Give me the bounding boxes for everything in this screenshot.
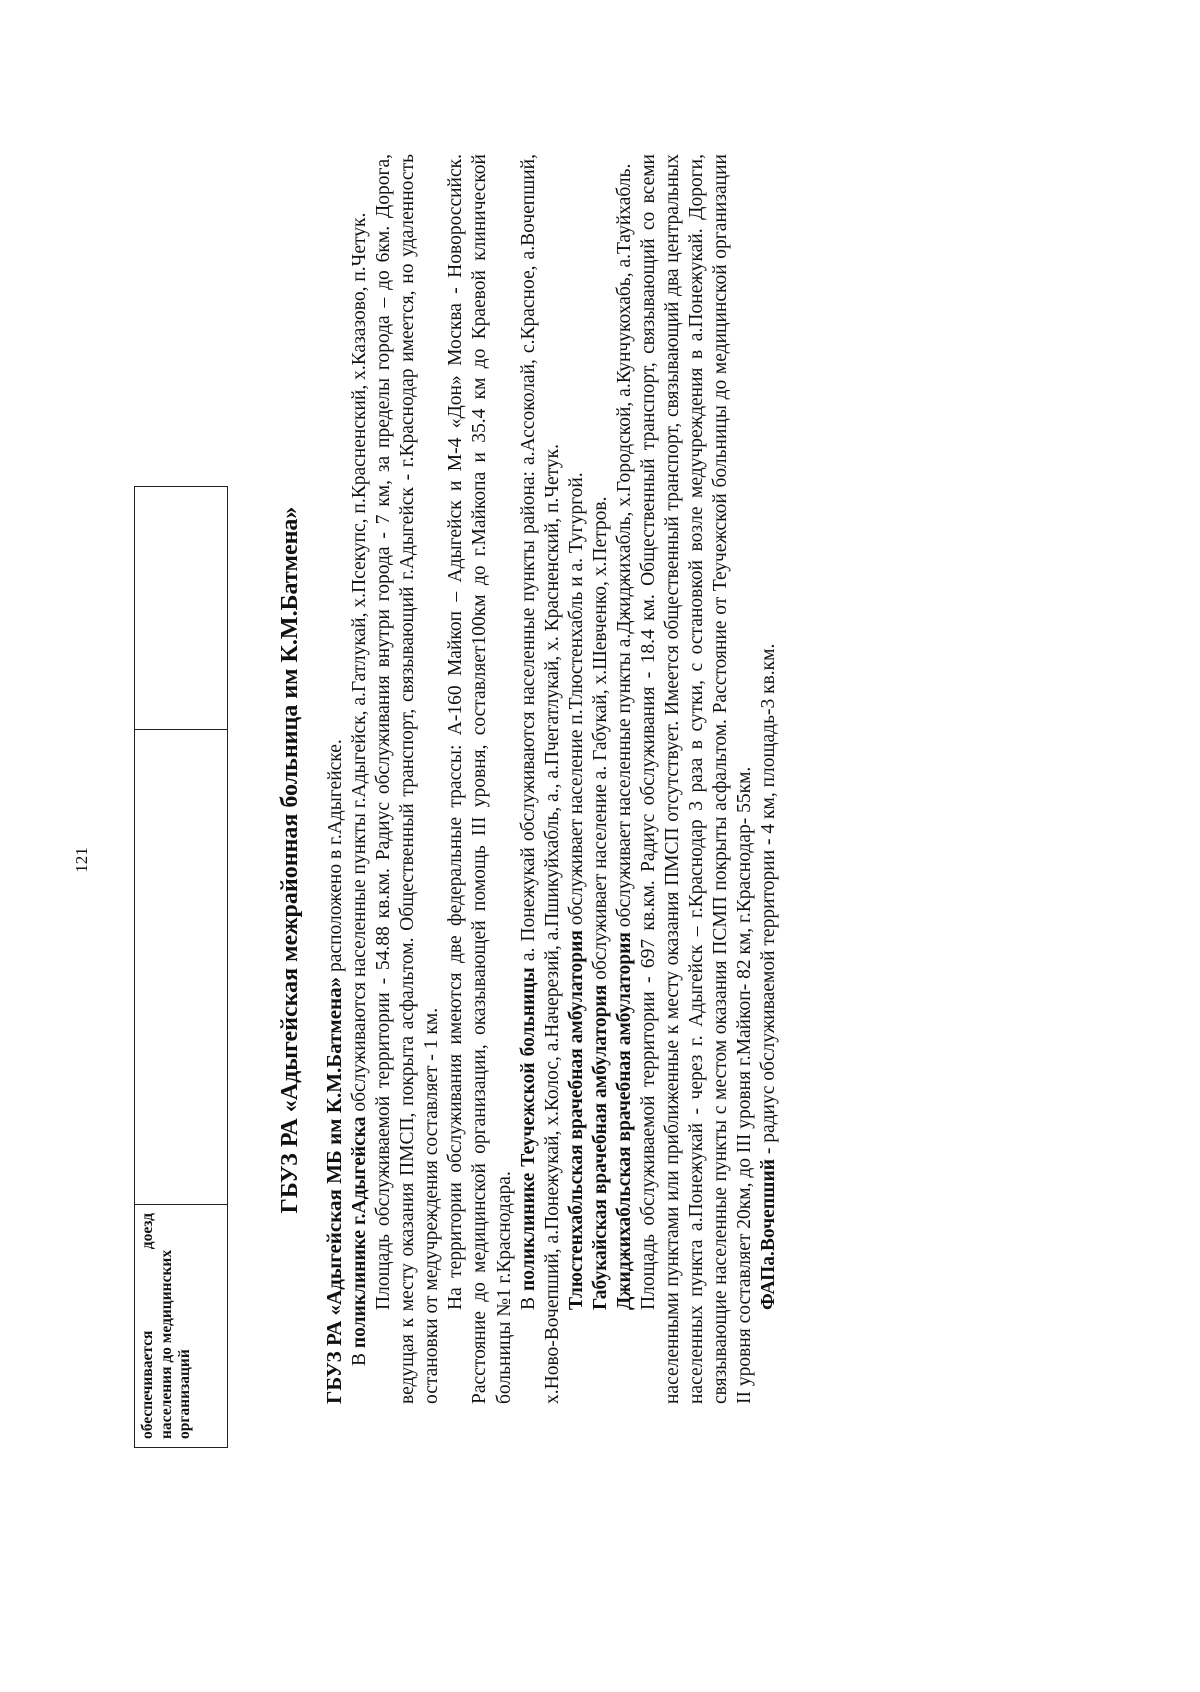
paragraph-text: - радиус обслуживаемой территории - 4 км, площадь-3 кв.км. xyxy=(758,643,780,1160)
paragraph: На территории обслуживания имеются две федеральные трассы: А-160 Майкоп – Адыгейск и М-4 «Дон» Москва - Новороссийск. Расстояние до медицинской организации, оказывающей помощь III уровня, составляет100км до г.Майкопа и 35.4 км до Краевой клинической больницы №1 г.Краснодара. xyxy=(445,154,515,1404)
bold-text: ГБУЗ РА «Адыгейская МБ им К.М.Батмена» xyxy=(322,976,346,1404)
bold-text: поликлинике Теучежской больницы xyxy=(517,967,539,1291)
table-cell-criterion xyxy=(135,1205,228,1448)
paragraph: Площадь обслуживаемой территории - 697 кв.км. Радиус обслуживания - 18.4 км. Общественный транспорт, связывающий со всеми населенными пунктами или приближенные к месту оказания ПМСП отсутствует. Имеется общественный транспорт, связывающий два центральных населенных пункта а.Понежукай - через г. Адыгейск – г.Краснодар 3 раза в сутки, с остановкой возле медучреждения в а.Понежукай. Дороги, связывающие населенные пункты с местом оказания ПСМП покрыты асфальтом. Расстояние от Теучежской больницы до медицинской организации II уровня составляет 20км, до III уровня г.Майкоп- 82 км, г.Краснодар- 55км. xyxy=(638,154,756,1404)
paragraph xyxy=(589,154,613,1404)
table-cell-empty xyxy=(135,730,228,1205)
bold-text: Габукайская врачебная амбулатория xyxy=(589,984,611,1310)
paragraph-text: обслуживает населенные пункты а.Джиджихабль, х.Городской, а.Кунчукохабь, а.Тауйхабль. xyxy=(613,163,635,933)
paragraph-text: обслуживает население а. Габукай, х.Шевченко, х.Петров. xyxy=(589,496,611,985)
paragraph xyxy=(613,154,637,1404)
section-heading: ГБУЗ РА «Адыгейская межрайонная больница им К.М.Батмена» xyxy=(277,506,303,1214)
bold-text: поликлинике г.Адыгейска xyxy=(349,1116,371,1349)
rotated-page xyxy=(64,80,1164,1640)
paragraph: Площадь обслуживаемой территории - 54.88 кв.км. Радиус обслуживания внутри города - 7 км, за пределы города – до 6км. Дорога, ведущая к месту оказания ПМСП, покрыта асфальтом. Общественный транспорт, связывающий г.Адыгейск - г.Краснодар имеется, но удаленность остановки от медучреждения составляет - 1 км. xyxy=(373,154,443,1404)
continuation-table xyxy=(134,486,228,1448)
bold-text: ФАПа.Вочепший xyxy=(758,1159,780,1310)
bold-text: Джиджихабльская врачебная амбулатория xyxy=(613,932,635,1310)
paragraph xyxy=(348,154,372,1404)
paragraph xyxy=(565,154,589,1404)
paragraph-text: В xyxy=(349,1348,371,1366)
cell-line: населения до медицинских xyxy=(157,1249,175,1439)
paragraph xyxy=(517,154,565,1404)
paragraph-text: расположено в г.Адыгейске. xyxy=(325,739,346,977)
paragraph-text: обслуживаются населенные пункты г.Адыгейск, а.Гатлукай, х.Псекупс, п.Красненский, х.Казазово, п.Четук. xyxy=(349,212,371,1117)
cell-word: обеспечивается xyxy=(139,1330,156,1439)
paragraph-text: а. Понежукай обслуживаются населенные пункты района: а.Ассоколай, с.Красное, а.Вочепший, х.Ново-Вочепший, а.Понежукай, х.Колос, а.Начерезий, а.Пшикуйхабль, а., а.Пчегатлукай, х. Красненский, п.Четук. xyxy=(517,154,563,1404)
table-row xyxy=(135,487,228,1448)
table-cell-empty xyxy=(135,487,228,730)
paragraph-text: обслуживает население п.Тлюстенхабль и а. Тугургой. xyxy=(565,472,587,931)
paragraph-text: В xyxy=(517,1290,539,1310)
bold-text: Тлюстенхабльская врачебная амбулатория xyxy=(565,930,587,1310)
cell-line: организаций xyxy=(176,1349,194,1439)
paragraph xyxy=(322,154,348,1404)
cell-line xyxy=(139,1213,158,1439)
body-text xyxy=(322,154,781,1404)
cell-word: доезд xyxy=(139,1213,156,1250)
page-number: 121 xyxy=(72,847,91,873)
paragraph xyxy=(757,154,781,1404)
